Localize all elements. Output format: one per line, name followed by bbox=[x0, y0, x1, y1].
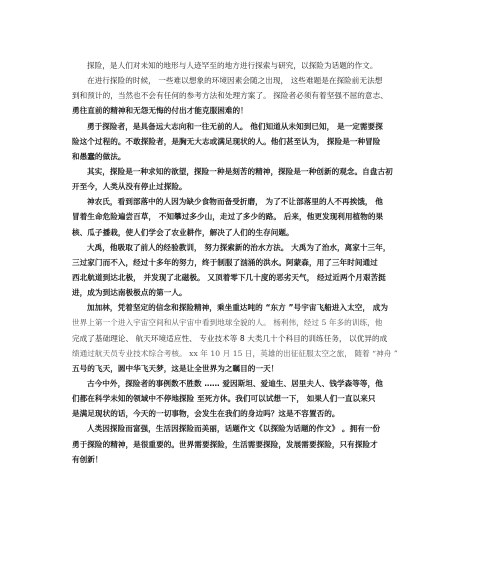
essay-line: 进，成为到达南极极点的第一人。 bbox=[72, 288, 187, 298]
essay-line: 到和预计的，当然也不会有任何的参考方法和处理方案了。 探险者必须有着坚强不屈的意志、 bbox=[72, 91, 388, 101]
essay-line: 勇往直前的精神和无怨无悔的付出才能克服困难的！ bbox=[72, 106, 248, 116]
essay-line: 探险，是人们对未知的地形与人迹罕至的地方进行探索与研究，以探险为话题的作文。 bbox=[87, 61, 378, 70]
essay-line: 神农氏，看到部落中的人因为缺少食物而备受折磨， 为了不让部落里的人不再挨饿， 他 bbox=[87, 197, 383, 207]
essay-line: 三过家门而不入，经过十多年的努力，终于制服了汹涌的洪水。阿蒙森，用了三年时间通过 bbox=[72, 257, 378, 267]
essay-line: 完成了基础理论、 航天环境适应性、 专业技术等 8 大类几十个科目的训练任务， 以优异的成 bbox=[72, 333, 388, 343]
essay-line: 五号的飞天，圆中华飞天梦，这是让全世界为之瞩目的一天！ bbox=[72, 363, 279, 373]
essay-line: 们都在科学未知的领域中不停地探险 至死方休。我们可以试想一下， 如果人们一直以来只 bbox=[72, 394, 376, 404]
essay-line: 大禹，他吸取了前人的经验教训， 努力探索新的治水方法。 大禹为了治水，离家十三年， bbox=[87, 242, 391, 252]
essay-line: 其实，探险是一种求知的欲望，探险一种是刻苦的精神，探险是一种创新的观念。自盘古初 bbox=[87, 166, 393, 176]
essay-line: 古今中外，探险者的事例数不胜数 …… 爱因斯坦、爱迪生、居里夫人、钱学森等等，他 bbox=[87, 378, 383, 388]
essay-line: 和愚蠢的做法。 bbox=[72, 151, 126, 161]
essay-line: 是满足现状的话，今天的一切事物，会发生在我们的身边吗？这是不容置否的。 bbox=[72, 409, 340, 419]
essay-line: 开至今，人类从没有停止过探险。 bbox=[72, 182, 187, 192]
essay-line: 有创新！ bbox=[72, 454, 103, 464]
essay-line: 西北航道到达北极， 并发现了北磁极。 又顶着零下几十度的恶劣天气， 经过近两个月艰苦挺 bbox=[72, 272, 386, 282]
essay-line: 在进行探险的时候， 一些难以想象的环境因素会随之出现， 这些难题是在探险前无法想 bbox=[87, 76, 383, 86]
essay-line: 勇于探险者，是具备远大志向和一往无前的人。 他们知道从未知到已知， 是一定需要探 bbox=[87, 121, 383, 131]
essay-line: 冒着生命危险遍尝百草， 不知攀过多少山，走过了多少的路。 后来，他更发现利用植物的果 bbox=[72, 212, 384, 222]
essay-line: 勇于探险的精神，是很重要的。世界需要探险，生活需要探险，发展需要探险，只有探险才 bbox=[72, 439, 378, 449]
essay-body bbox=[72, 58, 440, 467]
essay-line: 加加林，凭着坚定的信念和探险精神，乘坐重达吨的 “东方 ”号宇宙飞船进入太空， 成为 bbox=[87, 303, 388, 313]
essay-line: 人类因探险而富强，生活因探险而美丽，话题作文《以探险为话题的作文》 。拥有一份 bbox=[87, 424, 381, 434]
essay-line: 世界上第一个进入宇宙空间和从宇宙中看到地球全貌的人。 杨利伟，经过 5 年多的训练，他 bbox=[72, 318, 383, 328]
essay-line: 绩通过航天员专业技术综合考核。 xx 年 10 月 15 日，英雄的出征征服太空之旅， 随着 “神舟 ” bbox=[72, 348, 398, 358]
essay-line: 核、瓜子播栽，使人们学会了农业耕作，解决了人们的生存问题。 bbox=[72, 227, 294, 237]
essay-line: 险这个过程的。不敢探险者，是胸无大志或满足现状的人。他们甚至认为， 探险是一种冒险 bbox=[72, 136, 381, 146]
